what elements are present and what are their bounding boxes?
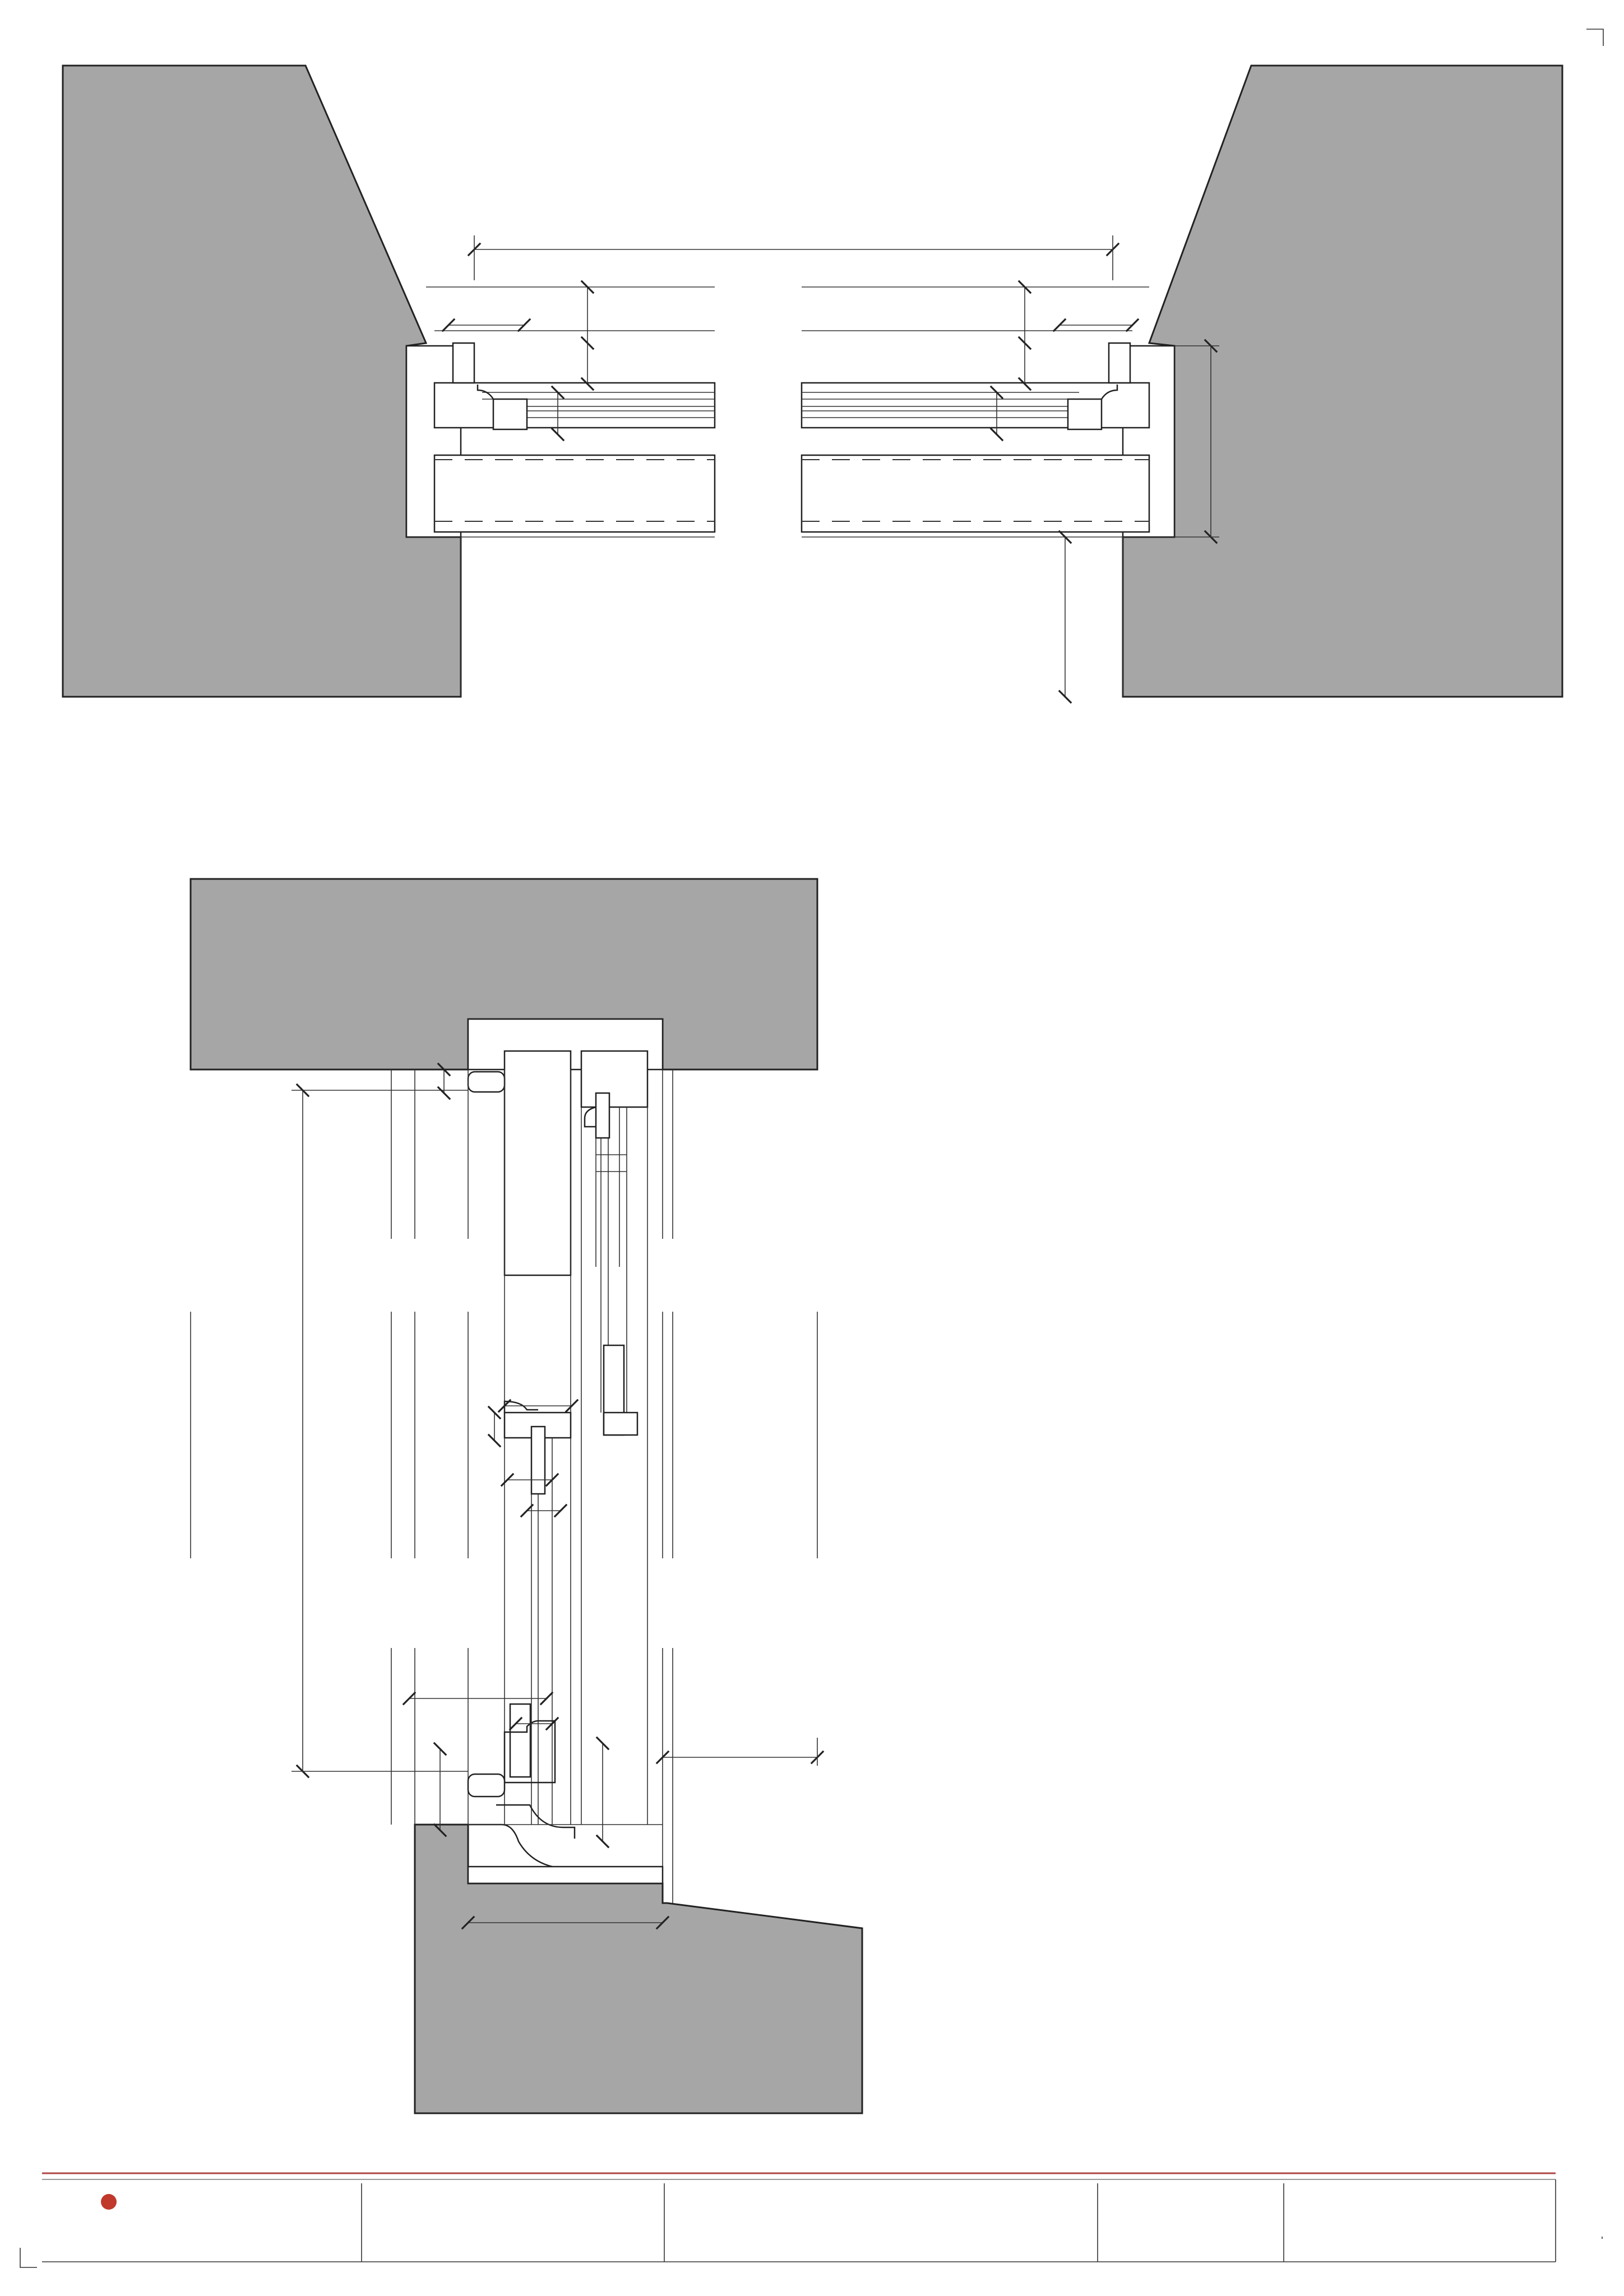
plan-sash-left-lower bbox=[434, 455, 715, 532]
section-head-bead bbox=[468, 1072, 505, 1092]
section-bottom-sash bbox=[468, 1704, 663, 1883]
title-block bbox=[42, 2173, 1556, 2262]
plan-wall-left bbox=[63, 66, 461, 697]
plan-sash-right-lower bbox=[802, 455, 1149, 532]
section-head-inner bbox=[505, 1051, 571, 1275]
brand-logo-icon bbox=[101, 2194, 117, 2210]
plan-bead-right bbox=[1109, 343, 1130, 383]
section-head-outer bbox=[581, 1051, 647, 1107]
sectional-detail bbox=[191, 879, 862, 2113]
planar-detail bbox=[63, 66, 1562, 697]
plan-bead-left bbox=[453, 343, 474, 383]
plan-wall-right bbox=[1123, 66, 1562, 697]
plan-sash-left-upper bbox=[434, 383, 715, 428]
